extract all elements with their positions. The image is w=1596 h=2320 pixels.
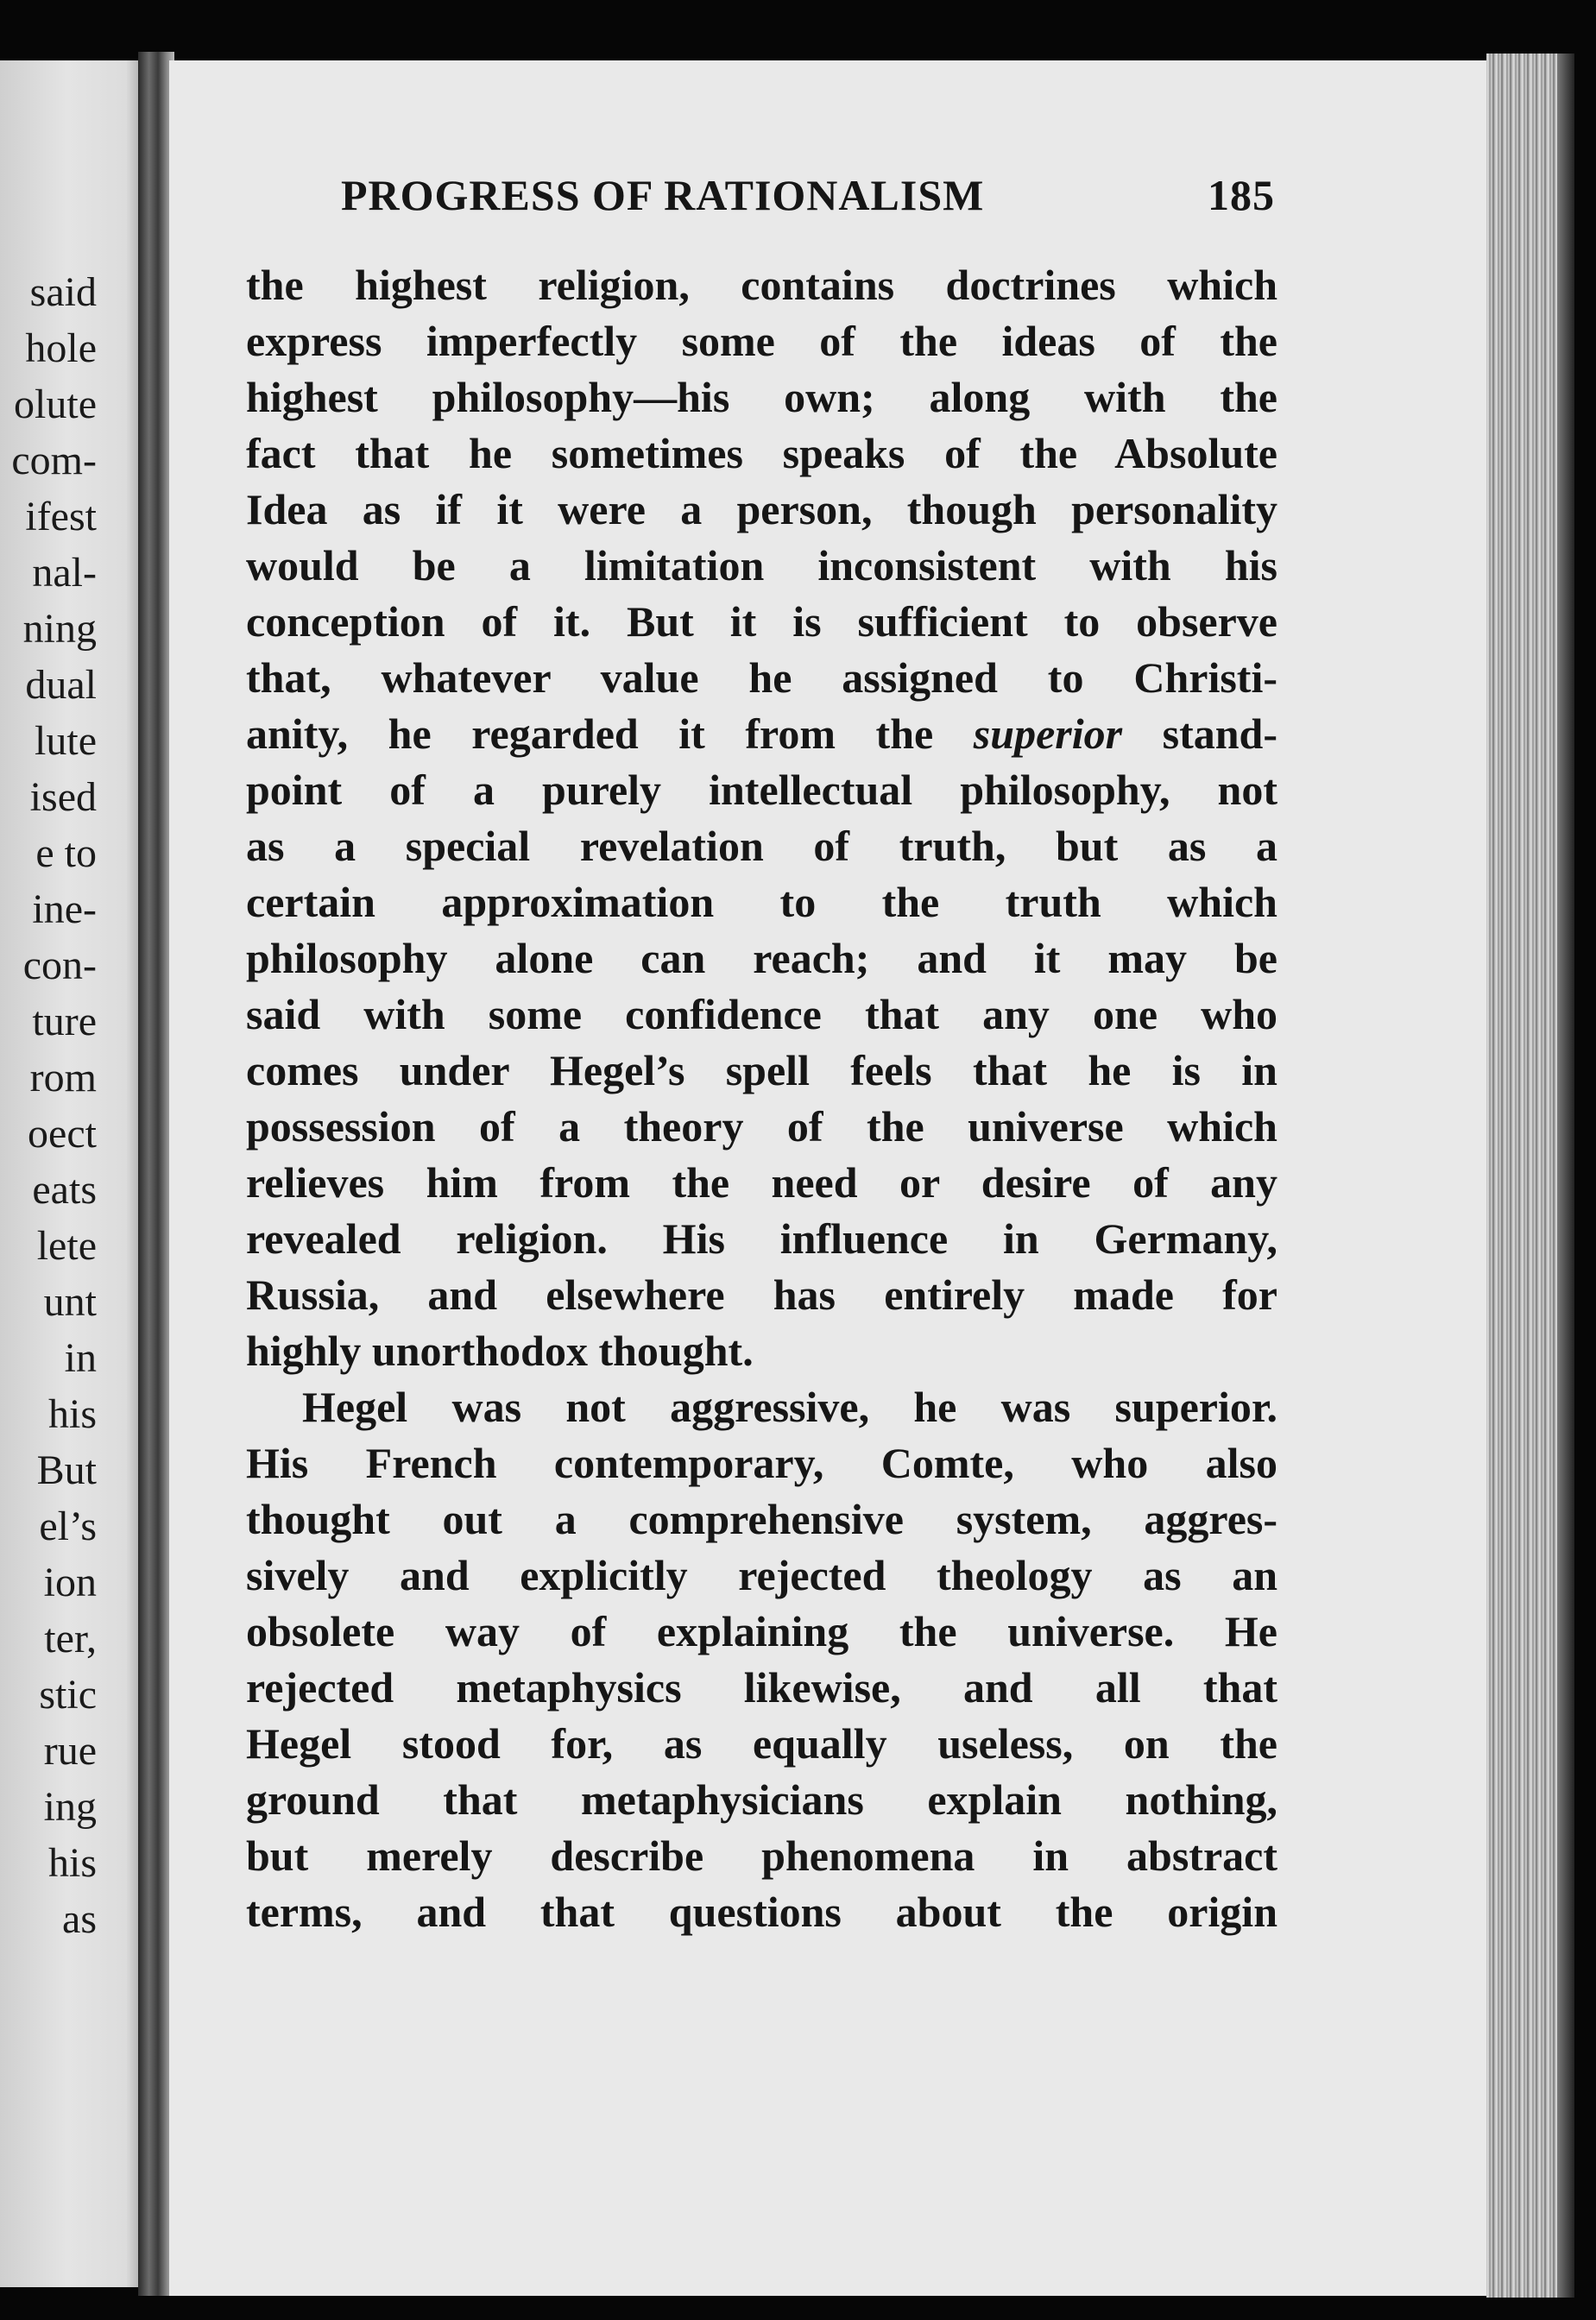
text-line: His French contemporary, Comte, who also	[246, 1439, 1277, 1487]
text-line: obsolete way of explaining the universe. He	[246, 1607, 1277, 1655]
text-line: certain approximation to the truth which	[246, 878, 1277, 926]
page-edges	[1486, 54, 1561, 2298]
left-page-line: ised	[29, 774, 97, 820]
text-line-tail: stand-	[1122, 709, 1278, 758]
left-page-line: ine-	[32, 886, 97, 932]
text-line: terms, and that questions about the origin	[246, 1888, 1277, 1936]
text-line: that, whatever value he assigned to Christi-	[246, 653, 1277, 702]
left-page-line: lete	[36, 1223, 97, 1269]
left-page-line: rue	[43, 1728, 97, 1774]
text-line: said with some confidence that any one who	[246, 990, 1277, 1038]
text-line: thought out a comprehensive system, aggres-	[246, 1495, 1277, 1543]
text-line: highly unorthodox thought.	[246, 1327, 754, 1375]
left-page-line: lute	[35, 718, 97, 764]
text-line: comes under Hegel’s spell feels that he is in	[246, 1046, 1277, 1094]
left-page-line: ing	[43, 1784, 97, 1830]
left-page-line: ifest	[25, 494, 97, 539]
left-page-line: ter,	[44, 1616, 97, 1661]
left-page-line: oect	[28, 1111, 97, 1157]
text-line: express imperfectly some of the ideas of the	[246, 317, 1277, 365]
running-title: PROGRESS OF RATIONALISM	[341, 171, 985, 219]
text-line: the highest religion, contains doctrines which	[246, 261, 1277, 309]
text-line: possession of a theory of the universe which	[246, 1102, 1277, 1151]
text-line: ground that metaphysicians explain nothing,	[246, 1775, 1277, 1824]
text-line-lead: anity, he regarded it from the	[246, 709, 974, 758]
text-line: as a special revelation of truth, but as a	[246, 822, 1277, 870]
left-page-line: ning	[22, 606, 97, 652]
text-line: would be a limitation inconsistent with his	[246, 541, 1277, 589]
left-page-line: ion	[43, 1560, 97, 1605]
running-head	[341, 169, 1275, 221]
left-page-line: said	[29, 269, 97, 315]
text-line: Russia, and elsewhere has entirely made for	[246, 1270, 1277, 1319]
left-page-line: hole	[25, 325, 97, 371]
left-page-line: ture	[32, 999, 97, 1044]
text-line: sively and explicitly rejected theology as an	[246, 1551, 1277, 1599]
left-page-line: olute	[14, 381, 97, 427]
left-page-line: stic	[39, 1672, 97, 1718]
text-line: fact that he sometimes speaks of the Absolute	[246, 429, 1277, 477]
left-page-line: in	[64, 1335, 97, 1381]
text-line: but merely describe phenomena in abstract	[246, 1831, 1277, 1880]
text-line: Hegel was not aggressive, he was superior.	[302, 1383, 1277, 1431]
left-page-line: com-	[11, 438, 97, 483]
italic-word: superior	[973, 709, 1123, 758]
left-page-line: his	[47, 1391, 97, 1437]
text-line: rejected metaphysics likewise, and all that	[246, 1663, 1277, 1712]
text-line	[246, 708, 1277, 760]
left-page-line: rom	[29, 1055, 97, 1100]
page-number: 185	[1208, 171, 1275, 219]
left-page-line: eats	[32, 1167, 97, 1213]
left-page-line: el’s	[39, 1504, 97, 1549]
text-line: relieves him from the need or desire of any	[246, 1158, 1277, 1207]
left-page-line: con-	[22, 942, 97, 988]
text-line: revealed religion. His influence in Germany,	[246, 1214, 1277, 1263]
left-page-line: nal-	[32, 550, 97, 596]
text-line: Hegel stood for, as equally useless, on the	[246, 1719, 1277, 1768]
left-page-line: as	[62, 1896, 97, 1942]
text-line: point of a purely intellectual philosophy, not	[246, 766, 1277, 814]
left-page-line: e to	[35, 830, 97, 876]
left-page-line: dual	[25, 662, 97, 708]
text-line: philosophy alone can reach; and it may be	[246, 934, 1277, 982]
page-edges-shadow	[1557, 54, 1574, 2298]
left-page-line: his	[47, 1840, 97, 1886]
left-facing-page	[0, 60, 148, 2287]
left-page-line: But	[36, 1447, 97, 1493]
text-line: Idea as if it were a person, though personality	[246, 485, 1277, 533]
left-page-line: unt	[43, 1279, 97, 1325]
text-line: highest philosophy—his own; along with the	[246, 373, 1277, 421]
text-line: conception of it. But it is sufficient to observe	[246, 597, 1277, 646]
